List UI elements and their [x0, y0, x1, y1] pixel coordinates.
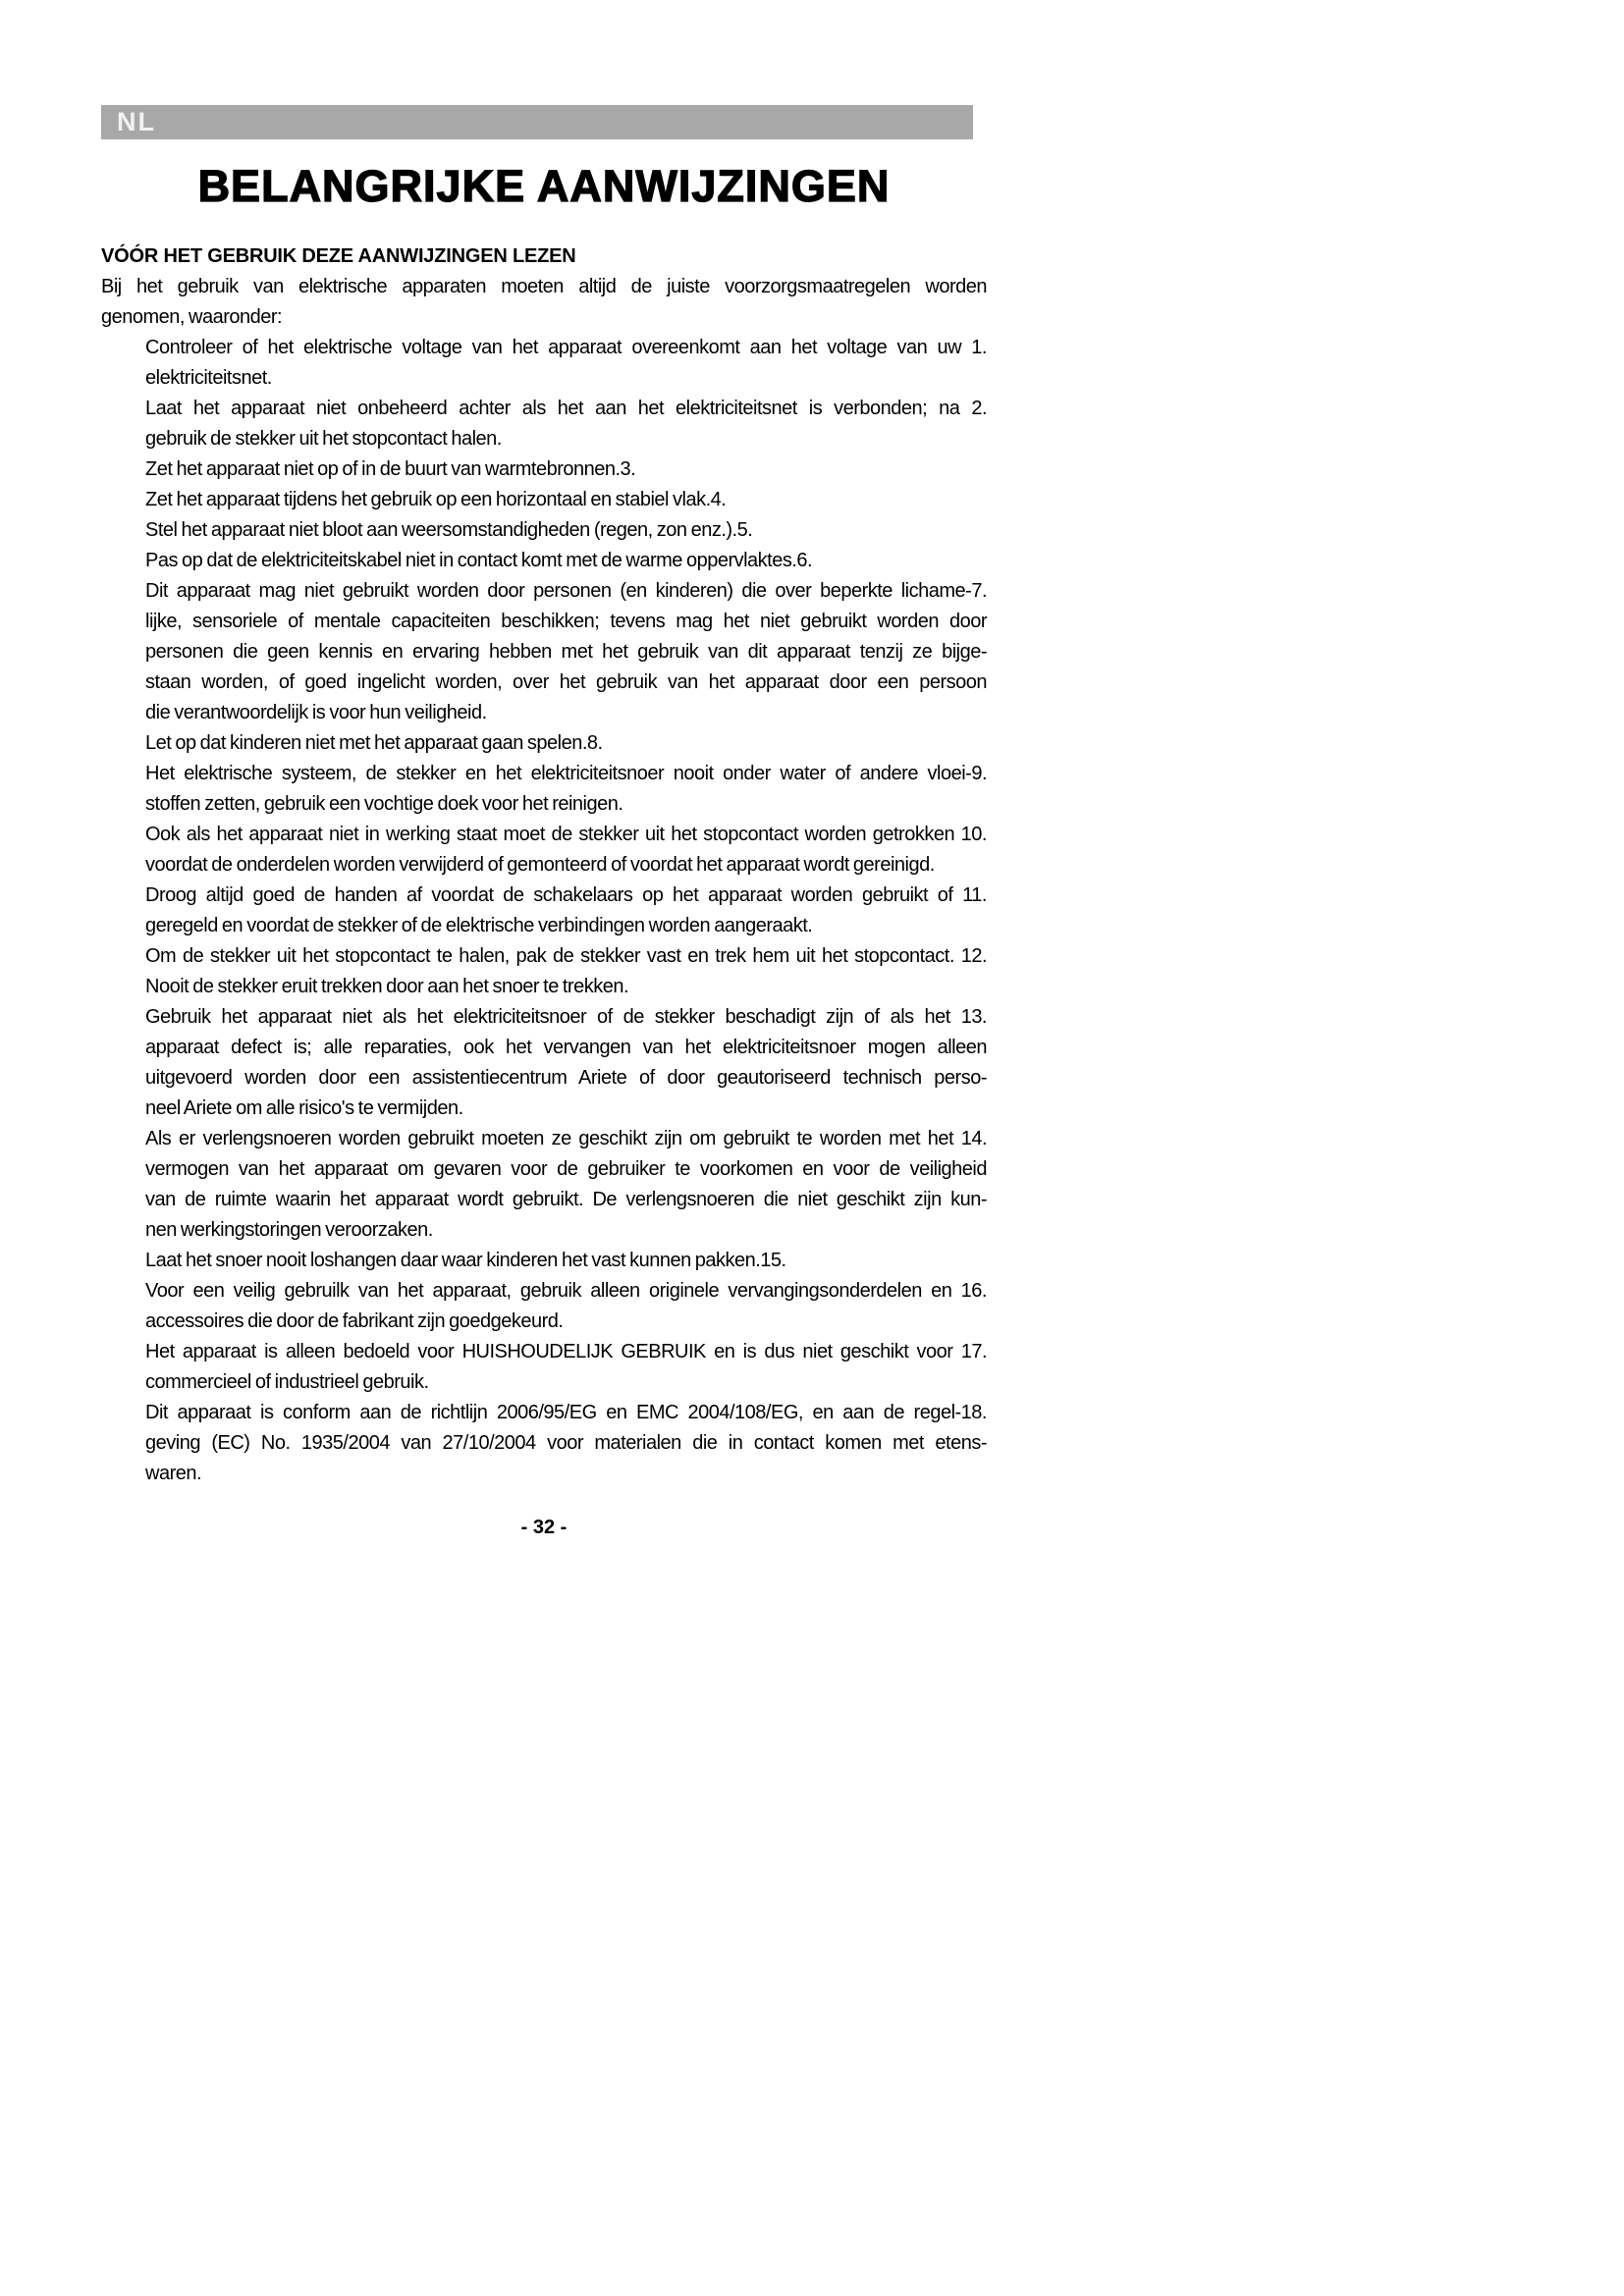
list-item-line: Droog altijd goed de handen af voordat de schakelaars op het apparaat worden gebruikt of 11.: [145, 884, 987, 906]
list-item-line: accessoires die door de fabrikant zijn goedgekeurd.: [145, 1310, 564, 1332]
list-item: [101, 485, 987, 515]
list-item-line: vermogen van het apparaat om gevaren voor de gebruiker te voorkomen en voor de veiligheid: [145, 1158, 987, 1180]
intro-line: genomen, waaronder:: [101, 306, 283, 328]
list-item-line: Zet het apparaat niet op of in de buurt van warmtebronnen.3.: [145, 458, 636, 480]
list-item: [101, 1398, 987, 1489]
list-item: [101, 1002, 987, 1124]
list-item-line: Laat het snoer nooit loshangen daar waar kinderen het vast kunnen pakken.15.: [145, 1250, 786, 1271]
list-item-line: Om de stekker uit het stopcontact te halen, pak de stekker vast en trek hem uit het stopcontact. 12.: [145, 945, 987, 967]
list-item-line: Voor een veilig gebruilk van het apparaat, gebruik alleen originele vervangingsonderdelen en 16.: [145, 1280, 987, 1302]
list-item: [101, 394, 987, 454]
numbered-list: [101, 333, 987, 1489]
list-item-line: Nooit de stekker eruit trekken door aan het snoer te trekken.: [145, 976, 629, 997]
list-item: [101, 515, 987, 546]
intro-line: Bij het gebruik van elektrische apparaten moeten altijd de juiste voorzorgsmaatregelen worden: [101, 276, 987, 297]
list-item-line: die verantwoordelijk is voor hun veiligheid.: [145, 702, 487, 723]
list-item-line: uitgevoerd worden door een assistentiecentrum Ariete of door geautoriseerd technisch perso-: [145, 1067, 987, 1089]
list-item-line: Dit apparaat is conform aan de richtlijn 2006/95/EG en EMC 2004/108/EG, en aan de regel-18.: [145, 1402, 987, 1423]
list-item-line: Laat het apparaat niet onbeheerd achter als het aan het elektriciteitsnet is verbonden; na 2.: [145, 398, 987, 419]
language-tag-bar: [101, 105, 973, 139]
list-item-line: Het apparaat is alleen bedoeld voor HUISHOUDELIJK GEBRUIK en is dus niet geschikt voor 17.: [145, 1341, 987, 1362]
list-item: [101, 881, 987, 941]
list-item: [101, 1337, 987, 1398]
list-item: [101, 728, 987, 759]
list-item-line: elektriciteitsnet.: [145, 367, 272, 389]
list-item-line: neel Ariete om alle risico's te vermijden.: [145, 1097, 463, 1119]
list-item-line: Controleer of het elektrische voltage van het apparaat overeenkomt aan het voltage van uw 1.: [145, 337, 987, 358]
list-item-line: personen die geen kennis en ervaring hebben met het gebruik van dit apparaat tenzij ze bijge-: [145, 641, 987, 663]
list-item-line: commercieel of industrieel gebruik.: [145, 1371, 429, 1393]
list-item-line: Zet het apparaat tijdens het gebruik op een horizontaal en stabiel vlak.4.: [145, 489, 727, 510]
page-title: BELANGRIJKE AANWIJZINGEN: [197, 161, 891, 211]
list-item-line: nen werkingstoringen veroorzaken.: [145, 1219, 433, 1241]
list-item-line: Pas op dat de elektriciteitskabel niet in contact komt met de warme oppervlaktes.6.: [145, 550, 813, 571]
list-item: [101, 546, 987, 576]
list-item-line: Als er verlengsnoeren worden gebruikt moeten ze geschikt zijn om gebruikt te worden met het 14.: [145, 1128, 987, 1149]
list-item-line: van de ruimte waarin het apparaat wordt gebruikt. De verlengsnoeren die niet geschikt zijn kun-: [145, 1189, 987, 1210]
list-item-line: Ook als het apparaat niet in werking staat moet de stekker uit het stopcontact worden getrokken 10.: [145, 824, 987, 845]
list-item-line: waren.: [145, 1463, 202, 1484]
list-item-line: Dit apparaat mag niet gebruikt worden door personen (en kinderen) die over beperkte lichame-7.: [145, 580, 987, 602]
list-item: [101, 820, 987, 881]
list-item: [101, 576, 987, 728]
list-item-line: Het elektrische systeem, de stekker en het elektriciteitsnoer nooit onder water of andere vloei-9.: [145, 763, 987, 784]
list-item: [101, 941, 987, 1002]
list-item-line: stoffen zetten, gebruik een vochtige doek voor het reinigen.: [145, 793, 623, 815]
section-heading: VÓÓR HET GEBRUIK DEZE AANWIJZINGEN LEZEN: [101, 245, 576, 267]
list-item-line: apparaat defect is; alle reparaties, ook het vervangen van het elektriciteitsnoer mogen alleen: [145, 1037, 987, 1058]
list-item-line: lijke, sensoriele of mentale capaciteiten beschikken; tevens mag het niet gebruikt worden door: [145, 611, 987, 632]
list-item-line: voordat de onderdelen worden verwijderd of gemonteerd of voordat het apparaat wordt gereinigd.: [145, 854, 935, 876]
list-item-line: geving (EC) No. 1935/2004 van 27/10/2004 voor materialen die in contact komen met etens-: [145, 1432, 987, 1454]
list-item-line: gebruik de stekker uit het stopcontact halen.: [145, 428, 502, 450]
list-item-line: Let op dat kinderen niet met het apparaat gaan spelen.8.: [145, 732, 603, 754]
list-item: [101, 454, 987, 485]
intro-paragraph: [101, 272, 987, 333]
page-content: [101, 105, 987, 1539]
list-item: [101, 333, 987, 394]
page-number: - 32 -: [520, 1517, 568, 1538]
list-item-line: geregeld en voordat de stekker of de elektrische verbindingen worden aangeraakt.: [145, 915, 813, 936]
language-tag: NL: [117, 107, 156, 136]
list-item-line: Gebruik het apparaat niet als het elektriciteitsnoer of de stekker beschadigt zijn of als het 13.: [145, 1006, 987, 1028]
list-item: [101, 1124, 987, 1246]
list-item: [101, 1276, 987, 1337]
list-item-line: Stel het apparaat niet bloot aan weersomstandigheden (regen, zon enz.).5.: [145, 519, 753, 541]
list-item-line: staan worden, of goed ingelicht worden, over het gebruik van het apparaat door een persoon: [145, 671, 987, 693]
list-item: [101, 1246, 987, 1276]
list-item: [101, 759, 987, 820]
